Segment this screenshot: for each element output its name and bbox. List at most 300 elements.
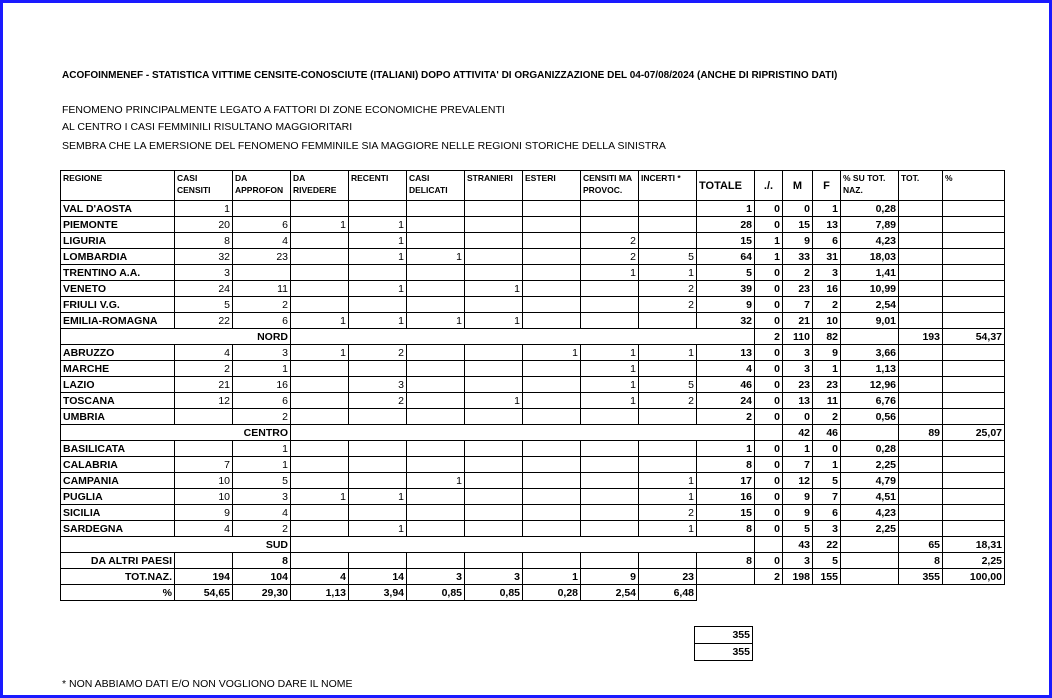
- table-cell: 2,25: [841, 521, 899, 537]
- table-cell: 15: [697, 505, 755, 521]
- table-cell: %: [61, 585, 175, 601]
- table-cell: 2,54: [841, 297, 899, 313]
- table-cell: [349, 505, 407, 521]
- table-cell: [291, 473, 349, 489]
- table-cell: [697, 569, 755, 585]
- table-cell: 4,79: [841, 473, 899, 489]
- table-cell: 9: [783, 233, 813, 249]
- table-cell: [523, 297, 581, 313]
- table-cell: 24: [697, 393, 755, 409]
- table-cell: [523, 457, 581, 473]
- table-cell: 6: [233, 217, 291, 233]
- table-cell: SICILIA: [61, 505, 175, 521]
- table-cell: [943, 281, 1005, 297]
- table-row: [61, 361, 1005, 377]
- table-cell: 1: [813, 201, 841, 217]
- table-cell: 16: [233, 377, 291, 393]
- table-cell: 110: [783, 329, 813, 345]
- table-cell: [755, 537, 783, 553]
- table-cell: 23: [783, 281, 813, 297]
- table-cell: 2: [349, 345, 407, 361]
- check-totals-table: [694, 626, 753, 661]
- table-cell: 16: [697, 489, 755, 505]
- table-cell: [291, 249, 349, 265]
- table-cell: 10: [813, 313, 841, 329]
- table-cell: 3: [407, 569, 465, 585]
- table-cell: 22: [813, 537, 841, 553]
- table-cell: 8: [175, 233, 233, 249]
- note-line-2: AL CENTRO I CASI FEMMINILI RISULTANO MAGGIORITARI: [62, 121, 353, 133]
- table-cell: 11: [813, 393, 841, 409]
- table-cell: 9: [175, 505, 233, 521]
- table-cell: [175, 409, 233, 425]
- table-cell: 25,07: [943, 425, 1005, 441]
- table-cell: [291, 537, 755, 553]
- table-cell: FRIULI V.G.: [61, 297, 175, 313]
- table-cell: 33: [783, 249, 813, 265]
- table-cell: LOMBARDIA: [61, 249, 175, 265]
- table-cell: CENTRO: [61, 425, 291, 441]
- table-row: [61, 569, 1005, 585]
- column-header: TOT.: [899, 171, 943, 201]
- table-cell: 23: [813, 377, 841, 393]
- table-cell: 1: [465, 281, 523, 297]
- table-cell: 82: [813, 329, 841, 345]
- table-cell: [581, 505, 639, 521]
- table-cell: 0: [755, 457, 783, 473]
- table-cell: [943, 265, 1005, 281]
- table-cell: [639, 361, 697, 377]
- table-cell: [943, 489, 1005, 505]
- table-cell: [407, 377, 465, 393]
- table-cell: 8: [233, 553, 291, 569]
- table-cell: [291, 233, 349, 249]
- table-cell: [407, 217, 465, 233]
- table-cell: [465, 297, 523, 313]
- table-cell: 54,65: [175, 585, 233, 601]
- table-cell: ABRUZZO: [61, 345, 175, 361]
- table-cell: 3: [783, 553, 813, 569]
- table-cell: [943, 377, 1005, 393]
- table-cell: [465, 521, 523, 537]
- table-cell: [349, 441, 407, 457]
- table-cell: 20: [175, 217, 233, 233]
- table-cell: 12: [175, 393, 233, 409]
- table-cell: [349, 409, 407, 425]
- table-cell: CALABRIA: [61, 457, 175, 473]
- table-cell: [697, 585, 755, 601]
- table-cell: 0: [813, 441, 841, 457]
- table-cell: NORD: [61, 329, 291, 345]
- table-cell: [407, 409, 465, 425]
- table-cell: 1: [581, 361, 639, 377]
- table-cell: 42: [783, 425, 813, 441]
- table-cell: [465, 233, 523, 249]
- table-cell: 3: [783, 361, 813, 377]
- table-cell: [581, 281, 639, 297]
- table-cell: [943, 233, 1005, 249]
- column-header: ESTERI: [523, 171, 581, 201]
- column-header: %: [943, 171, 1005, 201]
- table-cell: [639, 409, 697, 425]
- table-cell: [841, 553, 899, 569]
- note-line-3: SEMBRA CHE LA EMERSIONE DEL FENOMENO FEMMINILE SIA MAGGIORE NELLE REGIONI STORICHE DELLA SINISTRA: [62, 140, 666, 152]
- table-cell: [349, 473, 407, 489]
- table-cell: 9: [783, 505, 813, 521]
- table-row: [61, 441, 1005, 457]
- table-cell: 1: [639, 473, 697, 489]
- table-cell: [407, 505, 465, 521]
- table-cell: [755, 585, 783, 601]
- check-total-cell: 355: [695, 627, 753, 644]
- table-cell: [581, 201, 639, 217]
- table-cell: 2,54: [581, 585, 639, 601]
- table-cell: 1: [581, 345, 639, 361]
- table-cell: 13: [813, 217, 841, 233]
- table-cell: 0: [755, 201, 783, 217]
- table-cell: [943, 409, 1005, 425]
- table-cell: TOT.NAZ.: [61, 569, 175, 585]
- table-cell: [465, 505, 523, 521]
- table-cell: 0: [755, 345, 783, 361]
- table-cell: [943, 201, 1005, 217]
- table-cell: 12,96: [841, 377, 899, 393]
- table-cell: 2: [755, 329, 783, 345]
- table-cell: [841, 329, 899, 345]
- table-cell: 2: [581, 249, 639, 265]
- table-cell: [943, 505, 1005, 521]
- table-cell: 0: [755, 217, 783, 233]
- table-cell: 2: [813, 409, 841, 425]
- table-cell: 3: [233, 489, 291, 505]
- table-row: [61, 313, 1005, 329]
- table-cell: 13: [783, 393, 813, 409]
- table-cell: 43: [783, 537, 813, 553]
- table-cell: [291, 505, 349, 521]
- table-cell: [523, 233, 581, 249]
- table-cell: [407, 457, 465, 473]
- column-header: INCERTI *: [639, 171, 697, 201]
- table-cell: SARDEGNA: [61, 521, 175, 537]
- table-cell: [523, 377, 581, 393]
- table-cell: [899, 233, 943, 249]
- table-cell: [581, 313, 639, 329]
- table-cell: 6,76: [841, 393, 899, 409]
- table-cell: [349, 297, 407, 313]
- table-cell: 5: [813, 473, 841, 489]
- table-cell: 10: [175, 489, 233, 505]
- table-cell: 3,94: [349, 585, 407, 601]
- table-cell: [943, 441, 1005, 457]
- table-cell: 4,51: [841, 489, 899, 505]
- table-cell: [899, 505, 943, 521]
- table-cell: [581, 489, 639, 505]
- table-cell: 32: [697, 313, 755, 329]
- table-cell: [349, 457, 407, 473]
- table-cell: [465, 457, 523, 473]
- table-cell: 1: [291, 313, 349, 329]
- table-cell: 4,23: [841, 233, 899, 249]
- table-cell: [523, 361, 581, 377]
- table-cell: 4: [233, 505, 291, 521]
- table-cell: [407, 553, 465, 569]
- table-cell: [349, 265, 407, 281]
- table-cell: LIGURIA: [61, 233, 175, 249]
- table-cell: 1: [581, 265, 639, 281]
- table-cell: 18,03: [841, 249, 899, 265]
- table-row: [61, 233, 1005, 249]
- column-header: CENSITI MA PROVOC.: [581, 171, 639, 201]
- table-cell: 10,99: [841, 281, 899, 297]
- column-header: DA APPROFON: [233, 171, 291, 201]
- table-cell: 0: [783, 201, 813, 217]
- table-cell: 1: [581, 377, 639, 393]
- table-cell: 104: [233, 569, 291, 585]
- table-cell: 0: [755, 297, 783, 313]
- table-cell: 21: [175, 377, 233, 393]
- table-cell: [465, 201, 523, 217]
- table-cell: [291, 281, 349, 297]
- table-cell: 1: [639, 345, 697, 361]
- table-cell: [639, 217, 697, 233]
- table-cell: BASILICATA: [61, 441, 175, 457]
- table-cell: 1: [581, 393, 639, 409]
- table-cell: [523, 393, 581, 409]
- table-row: [61, 249, 1005, 265]
- table-row: [61, 297, 1005, 313]
- table-cell: 5: [783, 521, 813, 537]
- table-cell: 8: [697, 457, 755, 473]
- table-cell: 1: [349, 313, 407, 329]
- table-cell: [407, 201, 465, 217]
- table-cell: [291, 361, 349, 377]
- table-cell: [899, 489, 943, 505]
- table-row: [61, 329, 1005, 345]
- table-cell: 2: [639, 393, 697, 409]
- table-cell: TOSCANA: [61, 393, 175, 409]
- table-cell: [465, 489, 523, 505]
- table-cell: 23: [639, 569, 697, 585]
- table-cell: 1: [813, 361, 841, 377]
- table-cell: 1,13: [291, 585, 349, 601]
- table-cell: 8: [697, 521, 755, 537]
- table-cell: [465, 441, 523, 457]
- table-cell: [523, 489, 581, 505]
- table-cell: 1: [407, 473, 465, 489]
- table-cell: [523, 473, 581, 489]
- table-cell: SUD: [61, 537, 291, 553]
- table-cell: [581, 217, 639, 233]
- table-cell: [291, 377, 349, 393]
- column-header: % SU TOT. NAZ.: [841, 171, 899, 201]
- table-row: [61, 457, 1005, 473]
- table-cell: 0,28: [841, 441, 899, 457]
- table-cell: [639, 313, 697, 329]
- table-row: [61, 265, 1005, 281]
- table-cell: [291, 265, 349, 281]
- table-cell: 1: [465, 313, 523, 329]
- table-cell: 23: [233, 249, 291, 265]
- table-cell: 13: [697, 345, 755, 361]
- table-cell: [943, 217, 1005, 233]
- table-cell: [233, 201, 291, 217]
- table-cell: [407, 393, 465, 409]
- table-cell: 39: [697, 281, 755, 297]
- table-cell: 0,28: [523, 585, 581, 601]
- table-cell: [407, 345, 465, 361]
- table-cell: [291, 201, 349, 217]
- column-header: M: [783, 171, 813, 201]
- column-header: CASI DELICATI: [407, 171, 465, 201]
- table-cell: [639, 233, 697, 249]
- table-cell: 14: [349, 569, 407, 585]
- table-cell: 0: [755, 553, 783, 569]
- table-cell: 1: [349, 521, 407, 537]
- table-cell: 9: [783, 489, 813, 505]
- table-cell: [899, 313, 943, 329]
- table-cell: 0: [755, 281, 783, 297]
- table-cell: 8: [899, 553, 943, 569]
- table-cell: 6: [233, 313, 291, 329]
- table-cell: [581, 457, 639, 473]
- table-cell: 0,56: [841, 409, 899, 425]
- table-cell: [813, 585, 841, 601]
- table-cell: [291, 329, 755, 345]
- table-cell: [943, 249, 1005, 265]
- table-cell: 9,01: [841, 313, 899, 329]
- table-cell: MARCHE: [61, 361, 175, 377]
- column-header: DA RIVEDERE: [291, 171, 349, 201]
- table-cell: 21: [783, 313, 813, 329]
- table-cell: 12: [783, 473, 813, 489]
- table-cell: [581, 409, 639, 425]
- table-cell: [465, 377, 523, 393]
- table-cell: [291, 457, 349, 473]
- table-cell: [407, 297, 465, 313]
- table-cell: 4: [697, 361, 755, 377]
- table-cell: 1: [523, 569, 581, 585]
- table-cell: 4: [233, 233, 291, 249]
- table-cell: 0: [755, 505, 783, 521]
- table-cell: 2,25: [841, 457, 899, 473]
- table-cell: [291, 409, 349, 425]
- table-cell: [841, 569, 899, 585]
- column-header: ./.: [755, 171, 783, 201]
- table-cell: 6,48: [639, 585, 697, 601]
- table-cell: [639, 441, 697, 457]
- table-cell: 29,30: [233, 585, 291, 601]
- table-cell: 5: [639, 249, 697, 265]
- table-cell: 194: [175, 569, 233, 585]
- table-row: [61, 217, 1005, 233]
- table-cell: [639, 553, 697, 569]
- table-cell: 7: [783, 457, 813, 473]
- table-cell: 54,37: [943, 329, 1005, 345]
- check-total-cell: 355: [695, 644, 753, 661]
- column-header: F: [813, 171, 841, 201]
- table-cell: [175, 553, 233, 569]
- table-cell: [407, 521, 465, 537]
- table-cell: [581, 297, 639, 313]
- table-cell: VAL D'AOSTA: [61, 201, 175, 217]
- table-row: [61, 345, 1005, 361]
- table-cell: [943, 457, 1005, 473]
- table-cell: [755, 425, 783, 441]
- table-cell: PIEMONTE: [61, 217, 175, 233]
- table-cell: [523, 505, 581, 521]
- table-cell: 1: [639, 265, 697, 281]
- table-cell: [407, 441, 465, 457]
- table-cell: [523, 265, 581, 281]
- table-cell: [523, 409, 581, 425]
- table-cell: 5: [639, 377, 697, 393]
- table-cell: [943, 313, 1005, 329]
- table-cell: 1: [349, 233, 407, 249]
- table-cell: [899, 345, 943, 361]
- table-cell: 1: [407, 249, 465, 265]
- table-cell: 3,66: [841, 345, 899, 361]
- table-cell: 9: [813, 345, 841, 361]
- table-cell: 1: [755, 233, 783, 249]
- table-cell: [291, 297, 349, 313]
- table-cell: [841, 537, 899, 553]
- table-cell: [523, 281, 581, 297]
- table-cell: 4: [175, 345, 233, 361]
- table-cell: 28: [697, 217, 755, 233]
- table-cell: [943, 585, 1005, 601]
- table-cell: 2,25: [943, 553, 1005, 569]
- table-row: [61, 553, 1005, 569]
- table-cell: 0: [755, 393, 783, 409]
- table-cell: [465, 409, 523, 425]
- table-cell: [841, 585, 899, 601]
- table-cell: 22: [175, 313, 233, 329]
- table-cell: 9: [581, 569, 639, 585]
- table-cell: [899, 473, 943, 489]
- column-header: CASI CENSITI: [175, 171, 233, 201]
- table-cell: 7: [783, 297, 813, 313]
- table-cell: 2: [175, 361, 233, 377]
- table-cell: [899, 585, 943, 601]
- table-cell: 24: [175, 281, 233, 297]
- table-cell: [523, 313, 581, 329]
- table-cell: 0: [783, 409, 813, 425]
- table-cell: 2: [639, 297, 697, 313]
- table-cell: 2: [233, 409, 291, 425]
- table-cell: 1: [465, 393, 523, 409]
- table-cell: 15: [697, 233, 755, 249]
- note-line-1: FENOMENO PRINCIPALMENTE LEGATO A FATTORI DI ZONE ECONOMICHE PREVALENTI: [62, 104, 505, 116]
- table-cell: 198: [783, 569, 813, 585]
- table-cell: 0,28: [841, 201, 899, 217]
- table-cell: 3: [813, 521, 841, 537]
- table-cell: 2: [697, 409, 755, 425]
- table-cell: 1,13: [841, 361, 899, 377]
- table-row: [61, 489, 1005, 505]
- table-cell: [233, 265, 291, 281]
- table-cell: [943, 345, 1005, 361]
- table-cell: [523, 521, 581, 537]
- statistics-table: [60, 170, 1005, 601]
- table-cell: [581, 441, 639, 457]
- table-cell: VENETO: [61, 281, 175, 297]
- table-cell: 15: [783, 217, 813, 233]
- column-header: RECENTI: [349, 171, 407, 201]
- table-cell: [581, 521, 639, 537]
- table-cell: 3: [349, 377, 407, 393]
- table-cell: 1,41: [841, 265, 899, 281]
- table-cell: 0,85: [465, 585, 523, 601]
